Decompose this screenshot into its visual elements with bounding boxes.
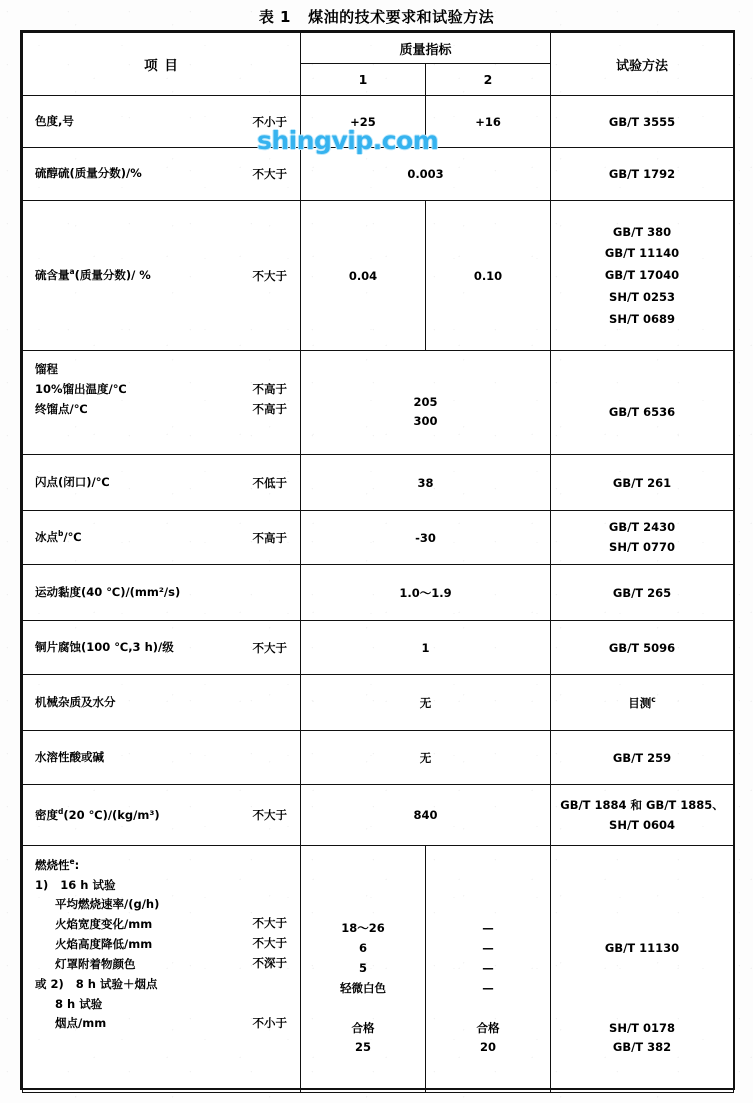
method-line bbox=[551, 1000, 733, 1018]
row-combustibility-grade1 bbox=[301, 846, 426, 1093]
table-row bbox=[23, 96, 734, 148]
item-label: 1) 16 h 试验 bbox=[35, 877, 116, 892]
method-line: SH/T 0604 bbox=[609, 817, 675, 832]
row-impurities-method: 目测$^c$ bbox=[551, 675, 734, 731]
footnote-marker-e: e bbox=[69, 857, 75, 866]
item-label: 水溶性酸或碱 bbox=[35, 749, 104, 764]
row-sulfur-method bbox=[551, 201, 734, 351]
method-line: GB/T 380 bbox=[612, 224, 672, 239]
row-distillation-item bbox=[23, 351, 301, 455]
value-line bbox=[426, 901, 550, 919]
value-line bbox=[301, 901, 425, 919]
header-grade-2: 2 bbox=[426, 64, 551, 96]
item-modifier bbox=[253, 361, 288, 379]
footnote-marker-d: d bbox=[58, 806, 64, 816]
value-line bbox=[426, 881, 550, 899]
spec-table bbox=[22, 32, 734, 1093]
value-line: — bbox=[482, 921, 494, 936]
value-line bbox=[301, 1000, 425, 1018]
item-label: 硫醇硫(质量分数)/% bbox=[35, 166, 142, 181]
item-modifier: 不大于 bbox=[252, 167, 287, 181]
table-row bbox=[23, 148, 734, 201]
row-freezing-value: -30 bbox=[301, 511, 551, 565]
row-density-item bbox=[23, 785, 301, 846]
value-line: — bbox=[482, 941, 494, 956]
row-color-grade1: +25 bbox=[301, 96, 426, 148]
row-copper-value: 1 bbox=[301, 621, 551, 675]
item-modifier: 不高于 bbox=[252, 530, 287, 545]
item-modifier: 不深于 bbox=[252, 956, 287, 971]
method-line bbox=[551, 960, 733, 978]
item-modifier: 不低于 bbox=[252, 475, 287, 490]
item-modifier: 不高于 bbox=[252, 381, 287, 396]
item-modifier: 不大于 bbox=[252, 268, 287, 283]
row-sulfur-grade2: 0.10 bbox=[426, 201, 551, 351]
value-line: 20 bbox=[480, 1040, 497, 1055]
value-line: — bbox=[482, 961, 494, 976]
item-modifier bbox=[253, 995, 288, 1013]
value-line bbox=[551, 384, 733, 402]
row-mercaptan-method: GB/T 1792 bbox=[551, 148, 734, 201]
page-title: 表 1 煤油的技术要求和试验方法 bbox=[258, 8, 495, 26]
item-modifier: 不小于 bbox=[252, 1015, 287, 1030]
method-line: SH/T 0689 bbox=[609, 311, 675, 326]
item-label: 平均燃烧速率/(g/h) bbox=[35, 897, 160, 912]
item-label: 灯罩附着物颜色 bbox=[35, 956, 136, 971]
item-label: 硫含量$^a$(质量分数)/ % bbox=[35, 267, 151, 282]
row-flash-value: 38 bbox=[301, 455, 551, 511]
footnote-marker-c: c bbox=[651, 694, 656, 704]
row-flash-item bbox=[23, 455, 301, 511]
value-line: 25 bbox=[354, 1040, 371, 1055]
method-line: GB/T 17040 bbox=[604, 268, 680, 283]
item-modifier bbox=[253, 876, 288, 894]
method-line: GB/T 1884 和 GB/T 1885、 bbox=[560, 797, 724, 812]
row-acid-method: GB/T 259 bbox=[551, 731, 734, 785]
value-line: 300 bbox=[413, 414, 438, 429]
watermark: shingvip.com bbox=[257, 126, 439, 155]
table-row bbox=[23, 675, 734, 731]
row-combustibility-item bbox=[23, 846, 301, 1093]
footnote-marker-a: a bbox=[69, 267, 75, 277]
header-item: 项 目 bbox=[23, 33, 301, 96]
value-line: 6 bbox=[358, 941, 367, 956]
value-line: 合格 bbox=[476, 1020, 500, 1035]
table-row bbox=[23, 455, 734, 511]
table-row bbox=[23, 731, 734, 785]
row-viscosity-item bbox=[23, 565, 301, 621]
method-line bbox=[551, 901, 733, 919]
item-label: 或 2) 8 h 试验＋烟点 bbox=[35, 976, 158, 991]
table-row bbox=[23, 351, 734, 455]
value-line bbox=[301, 374, 550, 392]
row-freezing-item bbox=[23, 511, 301, 565]
item-label: 闪点(闭口)/℃ bbox=[35, 474, 110, 489]
item-label: 火焰高度降低/mm bbox=[35, 937, 153, 952]
value-line: 轻微白色 bbox=[340, 980, 386, 995]
row-color-method: GB/T 3555 bbox=[551, 96, 734, 148]
row-color-grade2: +16 bbox=[426, 96, 551, 148]
item-label: 烟点/mm bbox=[35, 1016, 107, 1031]
item-label: 8 h 试验 bbox=[35, 996, 103, 1011]
item-label: 火焰宽度变化/mm bbox=[35, 917, 153, 932]
row-density-method bbox=[551, 785, 734, 846]
row-flash-method: GB/T 261 bbox=[551, 455, 734, 511]
value-line: 205 bbox=[413, 394, 438, 409]
item-label: 10%馏出温度/℃ bbox=[35, 381, 127, 396]
table-header-row bbox=[23, 33, 734, 64]
row-sulfur-grade1: 0.04 bbox=[301, 201, 426, 351]
row-sulfur-item bbox=[23, 201, 301, 351]
value-line: 5 bbox=[358, 961, 367, 976]
method-line: GB/T 11140 bbox=[604, 246, 680, 261]
method-line: GB/T 382 bbox=[612, 1040, 672, 1055]
method-line: SH/T 0770 bbox=[609, 540, 675, 554]
item-modifier: 不小于 bbox=[252, 114, 287, 129]
row-impurities-value: 无 bbox=[301, 675, 551, 731]
method-line: SH/T 0178 bbox=[609, 1020, 675, 1035]
method-line: GB/T 11130 bbox=[604, 941, 680, 956]
method-line bbox=[551, 881, 733, 899]
header-quality-index: 质量指标 bbox=[301, 33, 551, 64]
footnote-marker-b: b bbox=[58, 529, 64, 539]
table-row bbox=[23, 846, 734, 1093]
item-label: 铜片腐蚀(100 ℃,3 h)/级 bbox=[35, 639, 174, 654]
row-viscosity-method: GB/T 265 bbox=[551, 565, 734, 621]
item-modifier: 不大于 bbox=[252, 936, 287, 951]
item-label: 终馏点/℃ bbox=[35, 401, 88, 416]
item-modifier: 不大于 bbox=[252, 808, 287, 822]
header-grade-1: 1 bbox=[301, 64, 426, 96]
item-modifier bbox=[253, 975, 288, 993]
table-row bbox=[23, 621, 734, 675]
item-modifier: 不大于 bbox=[252, 916, 287, 931]
row-combustibility-method bbox=[551, 846, 734, 1093]
row-combustibility-grade2 bbox=[426, 846, 551, 1093]
item-modifier: 不高于 bbox=[252, 401, 287, 416]
item-modifier bbox=[253, 856, 288, 874]
item-modifier: 不大于 bbox=[252, 640, 287, 655]
method-line bbox=[551, 980, 733, 998]
row-distillation-method bbox=[551, 351, 734, 455]
row-freezing-method bbox=[551, 511, 734, 565]
method-line: GB/T 2430 bbox=[608, 520, 676, 535]
table-row bbox=[23, 201, 734, 351]
row-copper-item bbox=[23, 621, 301, 675]
item-label: 燃烧性$^e$: bbox=[35, 857, 80, 872]
item-label: 机械杂质及水分 bbox=[35, 694, 116, 709]
item-label: 色度,号 bbox=[35, 113, 74, 128]
row-density-value: 840 bbox=[301, 785, 551, 846]
method-line bbox=[551, 920, 733, 938]
row-mercaptan-item bbox=[23, 148, 301, 201]
row-mercaptan-value: 0.003 bbox=[301, 148, 551, 201]
item-label: 馏程 bbox=[35, 362, 58, 376]
row-acid-item bbox=[23, 731, 301, 785]
row-copper-method: GB/T 5096 bbox=[551, 621, 734, 675]
item-label: 运动黏度(40 ℃)/(mm²/s) bbox=[35, 584, 181, 599]
value-line bbox=[301, 881, 425, 899]
spec-table-container bbox=[20, 30, 735, 1090]
row-color-item bbox=[23, 96, 301, 148]
method-line: SH/T 0253 bbox=[609, 289, 675, 304]
table-row bbox=[23, 565, 734, 621]
row-distillation-values bbox=[301, 351, 551, 455]
item-modifier bbox=[253, 896, 288, 914]
value-line: — bbox=[482, 980, 494, 995]
table-row bbox=[23, 785, 734, 846]
row-impurities-item bbox=[23, 675, 301, 731]
row-acid-value: 无 bbox=[301, 731, 551, 785]
value-line: 18～26 bbox=[341, 921, 385, 936]
item-label: 密度$^d$(20 ℃)/(kg/m³) bbox=[35, 806, 160, 822]
method-line: GB/T 6536 bbox=[608, 404, 676, 419]
value-line bbox=[426, 1000, 550, 1018]
value-line: 合格 bbox=[351, 1020, 375, 1035]
header-test-method: 试验方法 bbox=[551, 33, 734, 96]
item-label: 冰点$^b$/℃ bbox=[35, 529, 82, 544]
row-viscosity-value: 1.0～1.9 bbox=[301, 565, 551, 621]
table-row bbox=[23, 511, 734, 565]
